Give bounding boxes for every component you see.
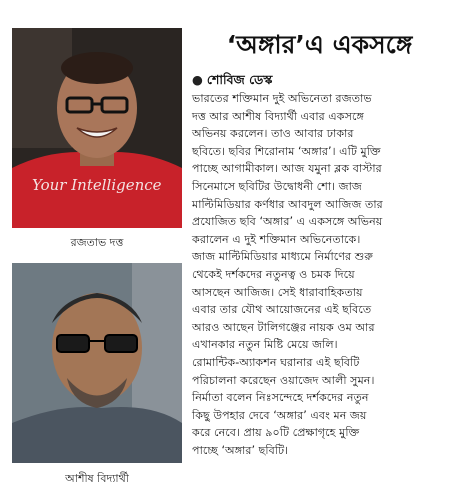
bullet-icon: ● — [192, 72, 203, 87]
article-byline — [192, 72, 272, 92]
body-line: অভিনয় করলেন। তাও আবার ঢাকার — [192, 127, 354, 141]
body-line: পাচ্ছে ‘অঙ্গার’ ছবিটি। — [192, 443, 289, 457]
article-body — [192, 90, 447, 459]
body-line: আসছেন আজিজ। সেই ধারাবাহিকতায় — [192, 285, 363, 299]
body-line: প্রযোজিত ছবি ‘অঙ্গার’ এ একসঙ্গে অভিনয় — [192, 215, 383, 229]
body-line: পাচ্ছে আগামীকাল। আজ যমুনা ব্লক বাস্টার — [192, 162, 382, 176]
portrait-image-1 — [12, 28, 182, 228]
photo-caption-1: রজতাভ দত্ত — [70, 236, 124, 249]
body-line: দত্ত আর আশীষ বিদ্যার্থী এবার একসঙ্গে — [192, 109, 364, 123]
body-line: করে নেবে। প্রায় ৯০টি প্রেক্ষাগৃহে মুক্তি — [192, 426, 360, 440]
shirt-text: Your Intelligence — [32, 176, 162, 194]
body-line: মাল্টিমিডিয়ার কর্ণধার আবদুল আজিজ তার — [192, 197, 383, 211]
photo-caption-2: আশীষ বিদ্যার্থী — [65, 472, 129, 485]
body-line: করালেন এ দুই শক্তিমান অভিনেতাকে। — [192, 232, 361, 246]
body-line: জাজ মাল্টিমিডিয়ার মাধ্যমে নির্মাণের শুরু — [192, 250, 373, 264]
byline-text: শোবিজ ডেস্ক — [206, 72, 273, 87]
photo-rajatava-dutta — [12, 28, 182, 228]
body-line: নির্মাতা বলেন নিঃসন্দেহে দর্শকদের নতুন — [192, 391, 369, 405]
photo-ashish-vidyarthi — [12, 263, 182, 463]
body-line: পরিচালনা করেছেন ওয়াজেদ আলী সুমন। — [192, 373, 375, 387]
body-line: কিছু উপহার দেবে ‘অঙ্গার’ এবং মন জয় — [192, 408, 367, 422]
body-line: সিনেমাসে ছবিটির উদ্বোধনী শো। জাজ — [192, 179, 362, 193]
body-line: রোমান্টিক-অ্যাকশন ঘরানার এই ছবিটি — [192, 355, 360, 369]
portrait-image-2 — [12, 263, 182, 463]
body-line: এবার তার যৌথ আয়োজনের এই ছবিতে — [192, 303, 372, 317]
body-line: ভারতের শক্তিমান দুই অভিনেতা রজতাভ — [192, 92, 372, 105]
article-headline: ‘অঙ্গার’এ একসঙ্গে — [226, 30, 413, 59]
body-line: ছবিতে। ছবির শিরোনাম ‘অঙ্গার’। এটি মুক্তি — [192, 144, 381, 158]
body-line: এখানকার নতুন মিষ্টি মেয়ে জলি। — [192, 338, 338, 352]
body-line: আরও আছেন টালিগঞ্জের নায়ক ওম আর — [192, 320, 375, 334]
body-line: থেকেই দর্শকদের নতুনত্ব ও চমক দিয়ে — [192, 267, 355, 281]
